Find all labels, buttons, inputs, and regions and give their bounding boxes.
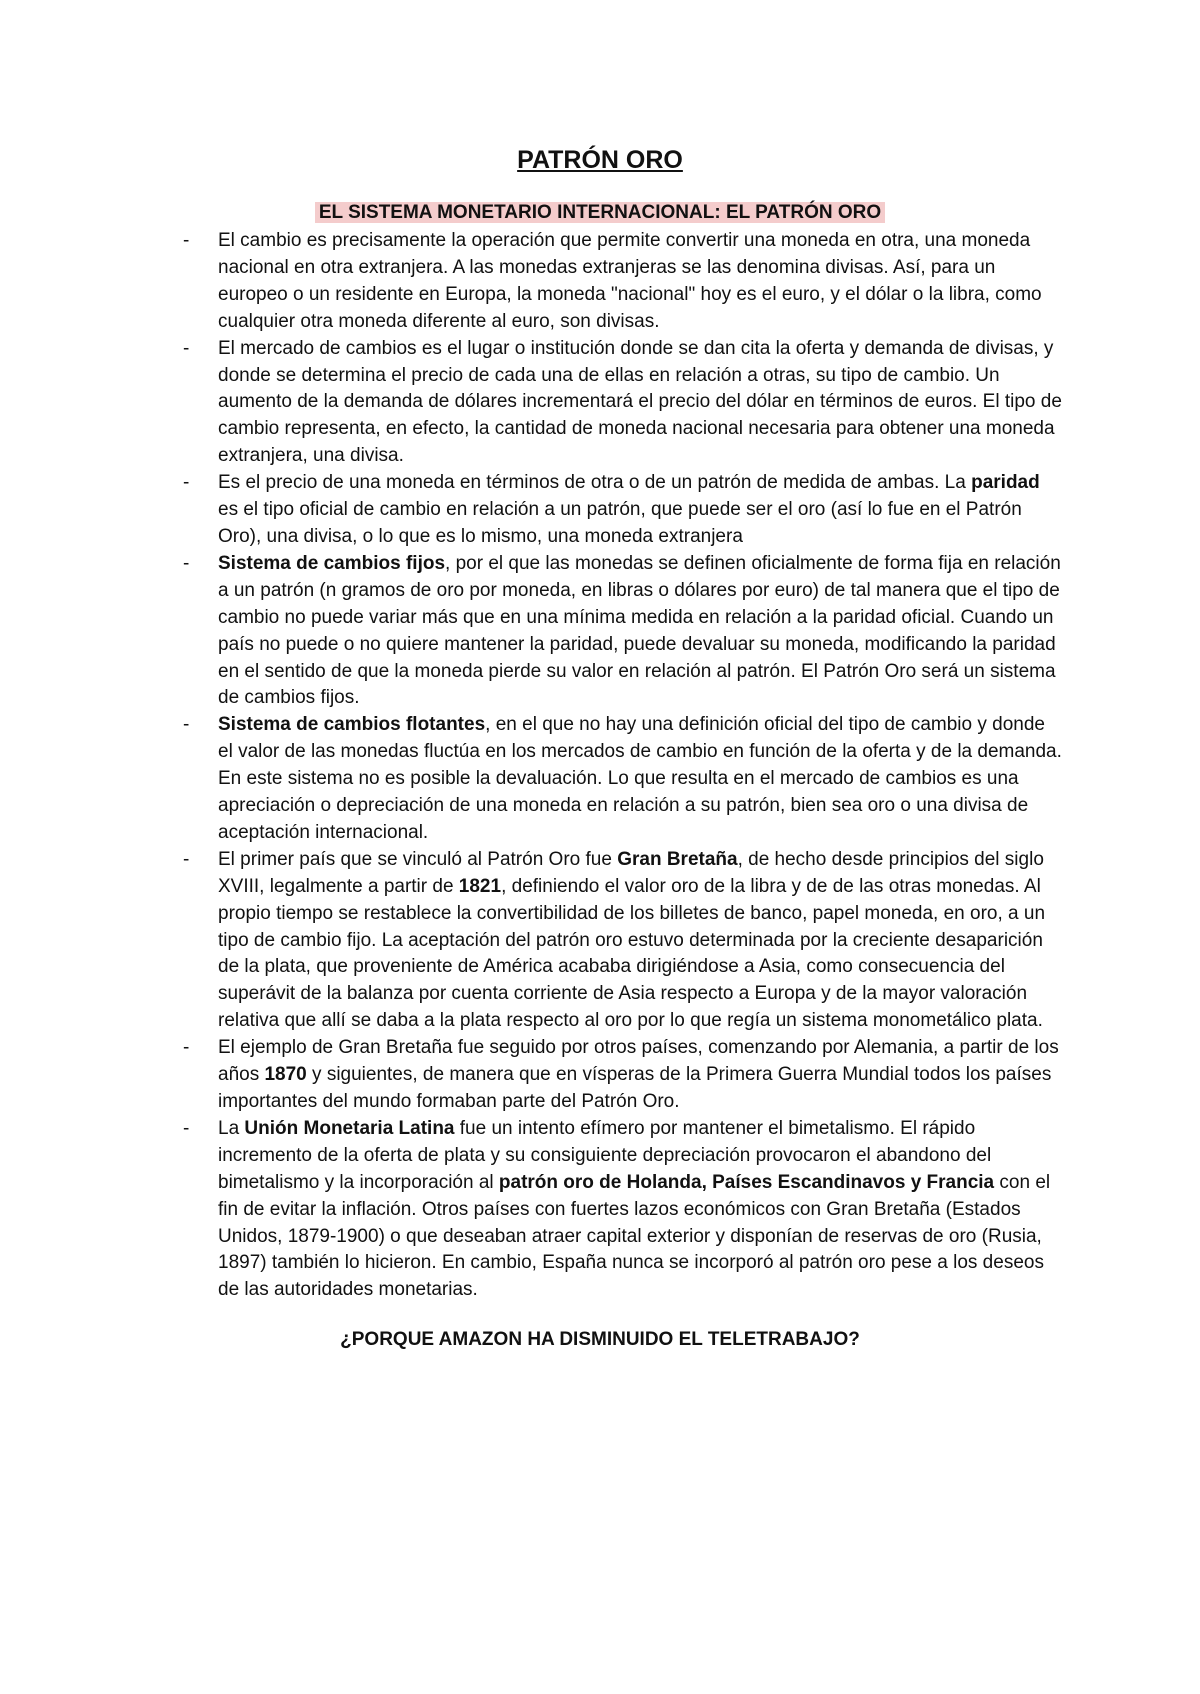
bullet-dash: - [183, 714, 190, 736]
bullet-dash: - [183, 552, 190, 574]
bullet-text: El mercado de cambios es el lugar o institución donde se dan cita la oferta y demanda de divisas, y donde se determina el precio de cada una de ellas en relación a otras, su tipo de cambio. Un aumento de la demanda de dólares incrementará el precio del dólar en términos de euros. El tipo de cambio representa, en efecto, la cantidad de moneda nacional necesaria para obtener una moneda extranjera, una divisa. [218, 337, 1062, 467]
bold-term: 1821 [458, 875, 502, 897]
bold-term: paridad [971, 472, 1040, 494]
bullet-text: La [218, 1117, 245, 1139]
bullet-text: Es el precio de una moneda en términos de otra o de un patrón de medida de ambas. La [218, 472, 972, 494]
bullet-text: es el tipo oficial de cambio en relación a un patrón, que puede ser el oro (así lo fue en el Patrón Oro), una divisa, o lo que es lo mismo, una moneda extranjera [218, 499, 1022, 547]
bullet-text: y siguientes, de manera que en vísperas de la Primera Guerra Mundial todos los países importantes del mundo formaban parte del Patrón Oro. [218, 1064, 1052, 1112]
bullet-dash: - [183, 1037, 190, 1059]
section-heading-text: EL SISTEMA MONETARIO INTERNACIONAL: EL PATRÓN ORO [315, 202, 885, 223]
bullet-item [183, 470, 1063, 551]
bullet-dash: - [183, 1117, 190, 1139]
bullet-item [183, 336, 1063, 471]
bullet-text: fue un intento efímero por mantener el bimetalismo. El rápido incremento de la oferta de plata y su consiguiente depreciación provocaron el abandono del bimetalismo y la incorporación al [218, 1117, 992, 1193]
bullet-item [183, 1035, 1063, 1116]
bold-term: 1870 [264, 1064, 307, 1086]
bullet-dash: - [183, 848, 190, 870]
bullet-text: El cambio es precisamente la operación que permite convertir una moneda en otra, una moneda nacional en otra extranjera. A las monedas extranjeras se las denomina divisas. Así, para un europeo o un residente en Europa, la moneda "nacional" hoy es el euro, y el dólar o la libra, como cualquier otra moneda diferente al euro, son divisas. [218, 230, 1042, 332]
bold-term: Unión Monetaria Latina [244, 1117, 455, 1139]
bold-term: Gran Bretaña [617, 848, 738, 870]
bullet-text: , definiendo el valor oro de la libra y de de las otras monedas. Al propio tiempo se restablece la convertibilidad de los billetes de banco, papel moneda, en oro, a un tipo de cambio fijo. La aceptación del patrón oro estuvo determinada por la creciente desaparición de la plata, que proveniente de América acababa dirigiéndose a Asia, como consecuencia del superávit de la balanza por cuenta corriente de Asia respecto a Europa y de la mayor valoración relativa que allí se daba a la plata respecto al oro por lo que regía un sistema monometálico plata. [218, 875, 1046, 1032]
bullet-text: El ejemplo de Gran Bretaña fue seguido por otros países, comenzando por Alemania, a partir de los años [218, 1037, 1059, 1086]
bullet-item [183, 1116, 1063, 1304]
bullet-item [183, 712, 1063, 847]
bullet-dash: - [183, 337, 190, 359]
bullet-item [183, 551, 1063, 712]
bullet-text: con el fin de evitar la inflación. Otros países con fuertes lazos económicos con Gran Bretaña (Estados Unidos, 1879-1900) o que deseaban atraer capital exterior y disponían de reservas de oro (Rusia, 1897) también lo hicieron. En cambio, España nunca se incorporó al patrón oro pese a los deseos de las autoridades monetarias. [218, 1171, 1051, 1301]
bold-term: patrón oro de Holanda, Países Escandinavos y Francia [498, 1171, 995, 1193]
bullet-text: El primer país que se vinculó al Patrón Oro fue [218, 848, 618, 870]
bold-term: Sistema de cambios fijos [218, 552, 446, 574]
bullet-dash: - [183, 230, 190, 251]
bullet-text: , por el que las monedas se definen oficialmente de forma fija en relación a un patrón (n gramos de oro por moneda, en libras o dólares por euro) de tal manera que el tipo de cambio no puede variar más que en una mínima medida en relación a la paridad oficial. Cuando un país no puede o no quiere mantener la paridad, puede devaluar su moneda, modificando la paridad en el sentido de que la moneda pierde su valor en relación al patrón. El Patrón Oro será un sistema de cambios fijos. [218, 552, 1061, 709]
document-title: PATRÓN ORO [517, 146, 683, 174]
bullet-dash: - [183, 472, 190, 494]
bullet-text: , en el que no hay una definición oficial del tipo de cambio y donde el valor de las monedas fluctúa en los mercados de cambio en función de la oferta y de la demanda. En este sistema no es posible la devaluación. Lo que resulta en el mercado de cambios es una apreciación o depreciación de una moneda en relación a su patrón, bien sea oro o una divisa de aceptación internacional. [218, 714, 1062, 843]
bullet-text: , de hecho desde principios del siglo XVIII, legalmente a partir de [218, 848, 1044, 897]
bullet-list [183, 228, 1063, 1304]
bold-term: Sistema de cambios flotantes [218, 714, 486, 736]
bullet-item [183, 847, 1063, 1035]
closing-question: ¿PORQUE AMAZON HA DISMINUIDO EL TELETRABAJO? [340, 1329, 860, 1350]
section-heading [0, 200, 1200, 226]
bullet-item [183, 228, 1063, 336]
